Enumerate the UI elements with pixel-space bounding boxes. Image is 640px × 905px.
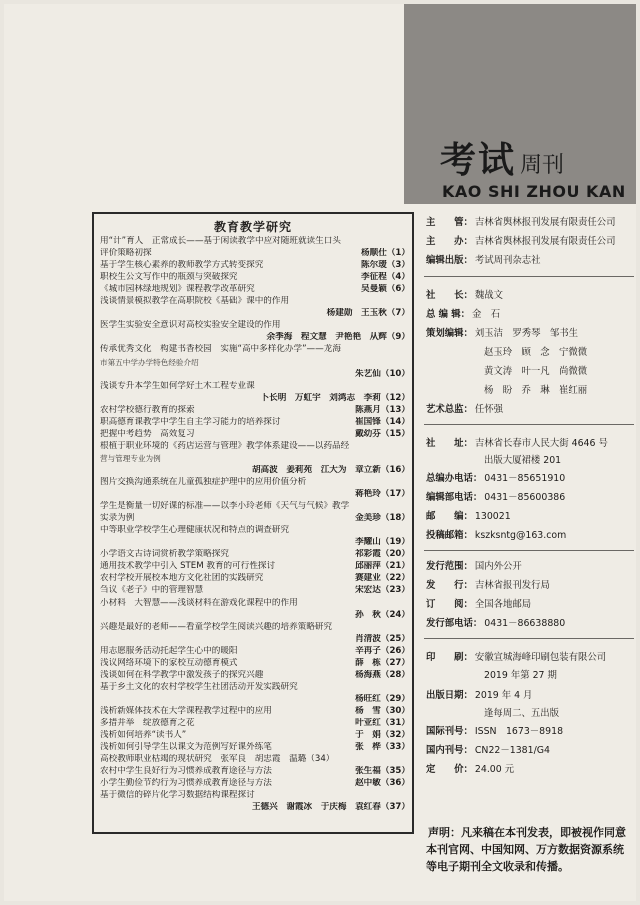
toc-entry-author: 吴曼颖（6） [361,284,410,295]
toc-entry-title: 营与管理专业为例 [100,453,161,463]
distribution-range-label: 发行范围： [426,561,473,572]
president-value: 魏战文 [474,290,504,301]
toc-entry-title: 小材料 大智慧——浅谈材料在游戏化课程中的作用 [100,597,298,608]
toc-entry [100,417,410,428]
toc-entry [100,573,410,584]
copyright-statement: 声明：凡来稿在本刊发表，即被视作同意本刊官网、中国知网、万方数据资源系统等电子期刊全文收录和传播。 [426,826,626,873]
toc-entry [100,513,410,524]
dept-phone-value: 0431－85600386 [484,492,566,503]
editor-phone-label: 总编办电话： [426,473,483,484]
toc-entry-title: 多措并举 绽放德育之花 [100,718,195,728]
toc-entry-title: 浅谈如何在科学教学中激发孩子的探究兴趣 [100,669,264,680]
toc-entry-title: 浅谈情景模拟教学在高职院校《基础》课中的作用 [100,296,290,307]
toc-entry [100,754,410,765]
toc-entry [100,501,410,512]
publisher-label: 编辑出版： [426,255,473,266]
toc-entry-author: 李耀山（19） [355,537,410,548]
editor-phone-value: 0431－85651910 [484,473,566,484]
toc-entry [100,694,410,705]
address-line-2: 出版大厦裙楼 201 [484,455,562,466]
toc-entry-title: 农村中学生良好行为习惯养成教育途径与方法 [100,766,272,777]
printer-label: 印 刷： [426,652,473,663]
title-main: 考试 [440,139,517,181]
distribution-range-value: 国内外公开 [474,561,522,572]
toc-entry-title: 农村学校德行教育的探索 [100,404,195,415]
president-row [426,290,503,302]
toc-entry-title: 中等职业学校学生心理健康状况和特点的调查研究 [100,525,290,536]
dist-phone-value: 0431－86638880 [484,618,566,629]
pub-days: 逢每周二、五出版 [484,708,560,719]
toc-entry-author: 崔国锋（14） [355,416,410,427]
toc-entry [100,670,410,681]
toc-entry [100,622,410,633]
address-row [426,438,608,450]
toc-entry-title: 实录为例 [100,513,135,524]
toc-entry-author: 祁彩霞（20） [355,549,410,560]
toc-entry-author: 邱丽萍（21） [355,561,410,572]
toc-entry-author: 张 桦（33） [355,742,410,753]
issn-label: 国际刊号： [426,726,473,737]
email-value: kszksntg@163.com [474,530,567,541]
toc-entry [100,585,410,596]
divider [424,276,634,277]
planning-editors-line: 刘玉洁 罗秀琴 邹书生 [474,328,579,339]
table-of-contents [92,212,414,834]
toc-entry [100,790,410,801]
toc-entry-author: 戴幼芬（15） [355,428,410,439]
toc-entry-author: 赵中敏（36） [355,778,410,789]
toc-entry-title: 基于学生核心素养的教师教学方式转变探究 [100,260,264,271]
toc-entry-title: 把握中考趋势 高效复习 [100,428,195,439]
planning-editors-row [426,328,578,340]
bleed-through-text [214,114,434,194]
toc-entry [100,441,410,452]
toc-entry [100,320,410,331]
toc-entry-author: 孙 秋（24） [355,609,410,620]
toc-entry-title: 职高德育课教学中学生自主学习能力的培养探讨 [100,416,281,427]
toc-entry [100,357,410,368]
toc-entry [100,236,410,247]
issn-value: ISSN 1673－8918 [474,726,564,737]
journal-title [440,132,564,183]
toc-entry-title: 图片交换沟通系统在儿童孤独症护理中的应用价值分析 [100,477,307,487]
address-label: 社 址： [426,438,473,449]
toc-entry [100,272,410,283]
president-label: 社 长： [426,290,473,301]
toc-entry-title: 学生是衡量一切好课的标准——以李小玲老师《天气与气候》教学 [100,501,350,512]
toc-entry [100,682,410,693]
art-director-row [426,404,503,416]
toc-entry-author: 胡高波 姜莉苑 江大为 章立新（16） [251,464,410,475]
cn-label: 国内刊号： [426,745,473,756]
toc-entry [100,742,410,753]
email-label: 投稿邮箱： [426,530,473,541]
toc-entry-title: 浅析如何引导学生以课文为范例写好课外练笔 [100,742,272,753]
toc-entry [100,730,410,741]
art-director-label: 艺术总监： [426,404,473,415]
toc-heading: 教育教学研究 [213,220,292,234]
subscription-row [426,599,531,611]
toc-entry [100,537,410,548]
toc-entry-author: 余季海 程文慧 尹艳艳 从辉（9） [266,332,410,343]
toc-entry [100,802,410,813]
toc-entry-author: 卜长明 万虹宇 刘鸿志 李莉（12） [260,392,410,403]
toc-entry-title: 通用技术教学中引入 STEM 教育的可行性探讨 [100,561,276,572]
toc-entry-author: 杨建勋 王玉秋（7） [326,308,410,319]
toc-entry-author: 王德兴 谢霞冰 于庆梅 袁红春（37） [251,802,410,813]
postcode-label: 邮 编： [426,511,473,522]
toc-entry [100,453,410,464]
toc-entry-author: 朱艺仙（10） [355,368,410,379]
toc-entry [100,610,410,621]
toc-entry [100,477,410,488]
planning-editors-line: 杨 盼 乔 琳 崔红丽 [484,385,588,396]
organizer-row [426,236,616,248]
toc-entry-author: 金美珍（18） [355,513,410,524]
toc-entry-title: 小学语文古诗词赏析教学策略探究 [100,549,229,560]
planning-editors-line: 赵玉玲 顾 念 宁微微 [484,347,588,358]
toc-entry-title: 根植于职业环境的《药店运营与管理》教学体系建设——以药品经 [100,440,350,451]
toc-entry [100,248,410,259]
toc-entry [100,778,410,789]
toc-entry [100,598,410,609]
toc-entry-author: 赛建业（22） [355,573,410,584]
distributor-label: 发 行： [426,580,473,591]
toc-entry [100,549,410,560]
chief-editor-value: 金 石 [472,309,501,320]
toc-entry [100,561,410,572]
toc-entry-title: 高校教师职业枯竭的现状研究 张军良 胡忠霞 温璐（34） [100,754,335,765]
toc-entry [100,489,410,500]
address-value: 吉林省长春市人民大街 4646 号 [474,438,608,449]
toc-entry-title: 医学生实验安全意识对高校实验安全建设的作用 [100,320,281,331]
toc-entry [100,260,410,271]
toc-entry-author: 陈尔瑷（3） [361,260,410,271]
toc-entry-title: 基于乡土文化的农村学校学生社团活动开发实践研究 [100,681,298,692]
toc-entry-title: 用“计”育人 正常成长——基于闲读教学中应对随班就读生口头 [100,236,341,246]
toc-entry [100,284,410,295]
toc-entry [100,634,410,645]
price-value: 24.00 元 [474,764,515,775]
toc-entry-author: 杨旺红（29） [355,693,410,704]
pub-date-row [426,690,532,702]
distributor-value: 吉林省报刊发行局 [474,580,550,591]
toc-entry-title: 市第五中学办学特色经验介绍 [100,357,199,367]
planning-editors-label: 策划编辑： [426,328,473,339]
toc-entry [100,766,410,777]
toc-entry-author: 蒋艳玲（17） [355,489,410,500]
printer-row [426,652,606,664]
publisher-row [426,255,541,267]
toc-entry [100,658,410,669]
toc-entry-author: 李征程（4） [361,272,410,283]
dist-phone-row [426,618,565,630]
toc-entry [100,646,410,657]
toc-entry [100,381,410,392]
organizer-value: 吉林省舆林报刊发展有限责任公司 [474,236,616,247]
price-label: 定 价： [426,764,473,775]
printer-value: 安徽宣城海峰印刷包装有限公司 [474,652,607,663]
dept-phone-row [426,492,565,504]
divider [424,638,634,639]
toc-entry [100,369,410,380]
toc-entry-title: 浅谈专升本学生如何学好土木工程专业课 [100,380,255,391]
toc-entry-author: 叶亚红（31） [355,718,410,728]
toc-entry-author: 张生福（35） [355,766,410,777]
toc-entry [100,332,410,343]
toc-entry-title: 农村学校开展校本地方文化社团的实践研究 [100,573,264,584]
toc-entry-author: 薛 栋（27） [355,657,410,668]
price-row [426,764,514,776]
toc-entry [100,429,410,440]
toc-entry [100,393,410,404]
toc-entry-title: 浅析如何培养“读书人” [100,730,187,741]
sponsor-row [426,217,616,229]
chief-editor-label: 总 编 辑： [426,309,471,320]
issn-row [426,726,563,738]
art-director-value: 任怀强 [474,404,504,415]
toc-entry-author: 宋宏达（23） [355,585,410,596]
toc-entry-title: 《城市园林绿地规划》课程教学改革研究 [100,284,255,295]
toc-entry [100,405,410,416]
toc-entry-author: 肖清波（25） [355,633,410,644]
pub-date-label: 出版日期： [426,690,473,701]
toc-entry [100,465,410,476]
toc-entry [100,525,410,536]
toc-entry-author: 陈燕月（13） [355,404,410,415]
toc-entry-title: 兴趣是最好的老师——看童学校学生阅读兴趣的培养策略研究 [100,621,333,632]
toc-entry [100,706,410,717]
page [4,4,636,901]
toc-entry-title: 基于微信的碎片化学习数据结构课程探讨 [100,790,255,801]
toc-entry [100,344,410,355]
pub-date-value: 2019 年 4 月 [474,690,533,701]
publisher-value: 考试周刊杂志社 [474,255,541,266]
distribution-range-row [426,561,522,573]
toc-entry-title: 小学生勤俭节约行为习惯养成教育途径与方法 [100,778,272,789]
cn-row [426,745,550,757]
chief-editor-row [426,309,500,321]
subscription-label: 订 阅： [426,599,473,610]
planning-editors-line: 黄文涛 叶一凡 尚微微 [484,366,588,377]
distributor-row [426,580,550,592]
divider [424,424,634,425]
email-row [426,530,566,542]
toc-entry-title: 用志愿服务活动托起学生心中的暖阳 [100,645,238,656]
dept-phone-label: 编辑部电话： [426,492,483,503]
toc-entry-title: 传承优秀文化 构建书香校园 实施“高中多样化办学”——龙海 [100,344,341,355]
toc-entry-author: 杨顺仕（1） [361,248,410,259]
toc-entry-title: 职校生公文写作中的瓶颈与突破探究 [100,272,238,283]
toc-entry-author: 辛再子（26） [355,645,410,656]
toc-entry-author: 于 娟（32） [355,730,410,741]
subscription-value: 全国各地邮局 [474,599,532,610]
issue-number: 2019 年第 27 期 [484,670,557,681]
toc-entry-title: 浅析新媒体技术在大学课程教学过程中的应用 [100,705,272,716]
toc-entry [100,718,410,729]
cn-value: CN22－1381/G4 [474,745,551,756]
divider [424,550,634,551]
organizer-label: 主 办： [426,236,473,247]
postcode-row [426,511,511,523]
postcode-value: 130021 [474,511,511,522]
title-english: KAO SHI ZHOU KAN [442,182,626,201]
toc-entry-title: 刍议《老子》中的管理智慧 [100,585,204,596]
editor-phone-row [426,473,565,485]
dist-phone-label: 发行部电话： [426,618,483,629]
toc-entry-author: 杨 雪（30） [355,705,410,716]
toc-entry-title: 浅议网络环境下的家校互动德育模式 [100,657,238,668]
toc-entry-author: 杨海燕（28） [355,669,410,680]
sponsor-label: 主 管： [426,217,473,228]
toc-entry [100,308,410,319]
sponsor-value: 吉林省舆林报刊发展有限责任公司 [474,217,616,228]
toc-entry [100,296,410,307]
title-suffix: 周刊 [520,153,565,178]
toc-entry-title: 评价策略初探 [100,248,152,259]
